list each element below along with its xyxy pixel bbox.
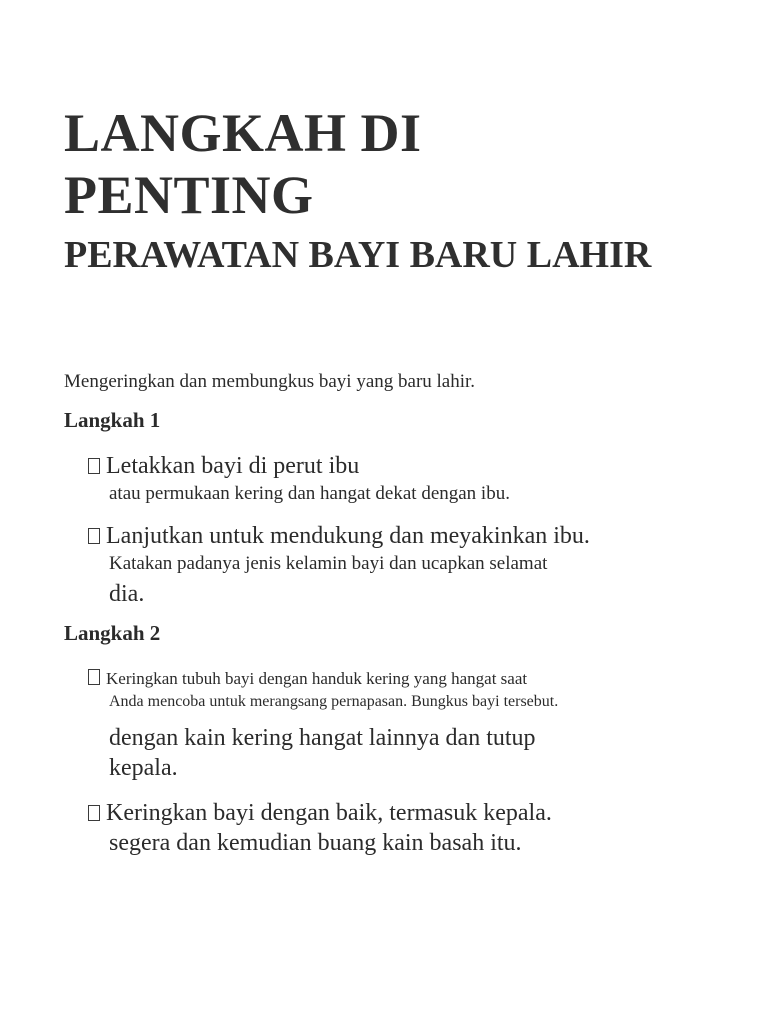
step-2-item-2-line-1: Keringkan bayi dengan baik, termasuk kepala. bbox=[88, 798, 552, 828]
step-1-item-2 bbox=[88, 521, 590, 609]
step-1-heading: Langkah 1 bbox=[64, 408, 161, 432]
page-title bbox=[64, 102, 422, 226]
step-1-item-2-line-2: Katakan padanya jenis kelamin bayi dan ucapkan selamat bbox=[109, 553, 548, 574]
step-2-item-1 bbox=[88, 667, 558, 783]
title-line-2: PENTING bbox=[64, 165, 314, 225]
checkbox-icon bbox=[88, 458, 100, 474]
step-2-item-2 bbox=[88, 798, 552, 858]
intro-text: Mengeringkan dan membungkus bayi yang baru lahir. bbox=[64, 371, 476, 392]
checkbox-icon bbox=[88, 805, 100, 821]
step-2-item-2-line-2: segera dan kemudian buang kain basah itu. bbox=[109, 830, 522, 856]
step-2-item-1-line-2: Anda mencoba untuk merangsang pernapasan. Bungkus bayi tersebut. bbox=[109, 693, 559, 710]
step-2-heading: Langkah 2 bbox=[64, 621, 161, 645]
title-line-1: LANGKAH DI bbox=[64, 103, 422, 163]
step-2-item-1-line-4: kepala. bbox=[109, 755, 178, 781]
checkbox-icon bbox=[88, 669, 100, 685]
step-1-item-1-line-1: Letakkan bayi di perut ibu bbox=[88, 451, 510, 481]
step-2-item-1-line-1: Keringkan tubuh bayi dengan handuk kering yang hangat saat bbox=[88, 667, 558, 691]
checkbox-icon bbox=[88, 528, 100, 544]
step-1-item-2-line-1: Lanjutkan untuk mendukung dan meyakinkan ibu. bbox=[88, 521, 590, 551]
step-2-item-1-line-3: dengan kain kering hangat lainnya dan tutup bbox=[109, 725, 536, 751]
step-1-item-1 bbox=[88, 451, 510, 507]
page-subtitle: PERAWATAN BAYI BARU LAHIR bbox=[64, 234, 652, 276]
step-1-item-1-line-2: atau permukaan kering dan hangat dekat dengan ibu. bbox=[109, 483, 510, 504]
step-1-item-2-line-3: dia. bbox=[109, 581, 145, 607]
